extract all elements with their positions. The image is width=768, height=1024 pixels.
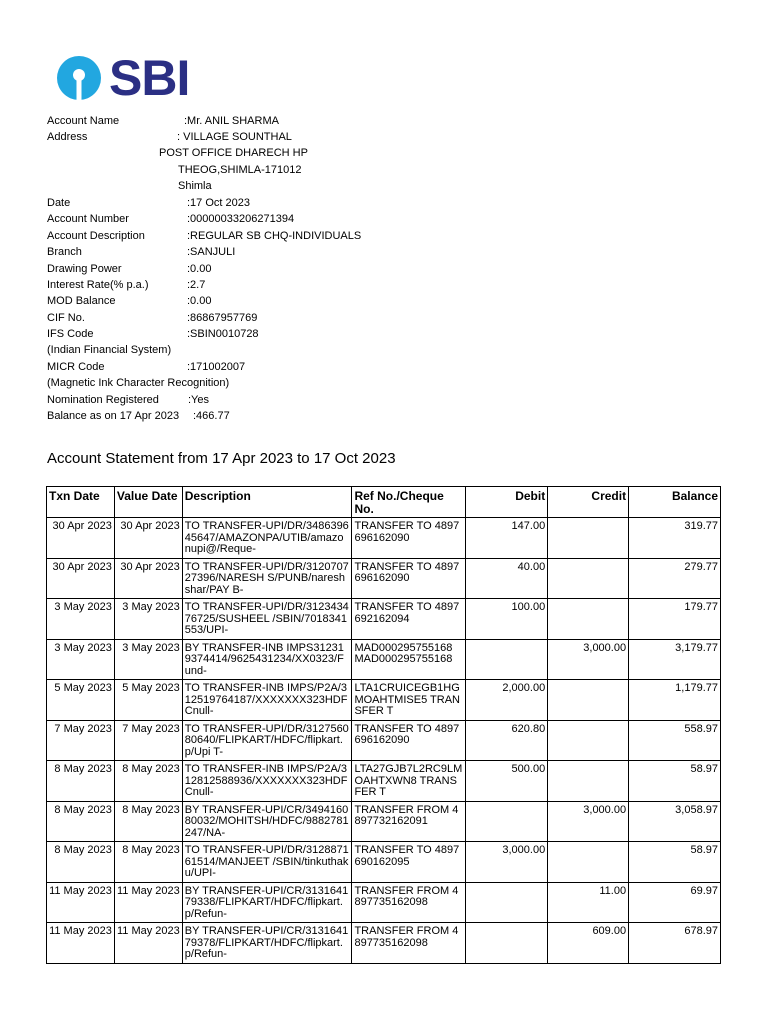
sbi-logo-text: SBI <box>109 50 190 106</box>
cell-credit <box>548 639 629 680</box>
cell-text: 609.00 <box>592 926 627 937</box>
cell-text: 558.97 <box>684 723 718 735</box>
cell-value-date <box>114 639 182 680</box>
cell-description <box>182 599 352 640</box>
account-info-label: MOD Balance <box>47 295 116 307</box>
account-info-value: :Mr. ANIL SHARMA <box>184 115 279 127</box>
account-info-value: :SBIN0010728 <box>187 328 259 340</box>
table-row <box>47 639 721 680</box>
account-info-value: :466.77 <box>193 410 230 422</box>
cell-text: TO TRANSFER-UPI/DR/348639645647/AMAZONPA/UTIB/amazonupi@/Reque- <box>184 521 349 555</box>
cell-value-date <box>114 923 182 964</box>
cell-value-date <box>114 720 182 761</box>
cell-description <box>182 720 352 761</box>
cell-credit <box>548 720 629 761</box>
account-info-value: :Yes <box>188 394 210 406</box>
cell-text: 5 May 2023 <box>54 683 112 694</box>
table-row <box>47 842 721 883</box>
table-row <box>47 761 721 802</box>
cell-text: 3 May 2023 <box>122 602 180 613</box>
account-info-label: Branch <box>47 246 82 258</box>
cell-text: 11 May 2023 <box>116 885 180 897</box>
cell-text: 7 May 2023 <box>54 723 112 735</box>
cell-credit <box>548 801 629 842</box>
cell-text: 7 May 2023 <box>122 723 180 735</box>
cell-txn-date <box>47 680 115 721</box>
cell-txn-date <box>47 761 115 802</box>
cell-text: 8 May 2023 <box>54 804 112 816</box>
cell-balance <box>629 882 721 923</box>
account-info-label: Address <box>47 131 88 143</box>
account-info-value: :2.7 <box>187 279 206 291</box>
cell-text: 8 May 2023 <box>122 764 180 775</box>
account-info-label: IFS Code <box>47 328 94 340</box>
account-info-value: Shimla <box>178 180 212 192</box>
cell-value-date <box>114 599 182 640</box>
cell-ref-no <box>352 599 466 640</box>
cell-ref-no <box>352 720 466 761</box>
cell-text: 3,000.00 <box>583 804 627 816</box>
cell-text: 3,000.00 <box>502 845 546 856</box>
cell-debit <box>466 518 548 559</box>
cell-balance <box>629 680 721 721</box>
cell-text: 8 May 2023 <box>122 804 180 816</box>
column-header-balance: Balance <box>629 487 721 518</box>
cell-ref-no <box>352 801 466 842</box>
cell-text: TO TRANSFER-INB IMPS/P2A/312812588936/XXXXXXX323HDFCnull- <box>184 764 348 798</box>
cell-balance <box>629 720 721 761</box>
cell-debit <box>466 680 548 721</box>
cell-text: TRANSFER TO 4897692162094 <box>354 602 460 625</box>
cell-text: 1,179.77 <box>675 683 718 694</box>
cell-value-date <box>114 882 182 923</box>
cell-value-date <box>114 558 182 599</box>
cell-text: 11.00 <box>599 885 627 897</box>
cell-credit <box>548 558 629 599</box>
cell-text: TRANSFER FROM 4897732162091 <box>354 804 459 827</box>
transactions-table <box>46 486 721 964</box>
account-info-value: :0.00 <box>187 295 212 307</box>
cell-debit <box>466 801 548 842</box>
cell-description <box>182 558 352 599</box>
table-row <box>47 801 721 842</box>
cell-txn-date <box>47 923 115 964</box>
cell-text: 3,058.97 <box>675 804 718 816</box>
cell-text: 147.00 <box>511 521 546 532</box>
cell-text: TO TRANSFER-UPI/DR/312756080640/FLIPKART/HDFC/flipkart.p/Upi T- <box>184 723 349 758</box>
cell-text: TRANSFER TO 4897696162090 <box>354 561 460 584</box>
account-info-value: : VILLAGE SOUNTHAL <box>177 131 292 143</box>
cell-text: LTA27GJB7L2RC9LMOAHTXWN8 TRANSFER T <box>354 764 463 798</box>
account-info-label: (Indian Financial System) <box>47 344 172 356</box>
account-info-label: Date <box>47 197 71 209</box>
account-info-value: THEOG,SHIMLA-171012 <box>178 164 302 176</box>
cell-text: 179.77 <box>684 602 718 613</box>
table-row <box>47 923 721 964</box>
cell-ref-no <box>352 842 466 883</box>
account-info-label: Account Name <box>47 115 120 127</box>
cell-text: 3,000.00 <box>583 642 627 654</box>
cell-text: TO TRANSFER-INB IMPS/P2A/312519764187/XXXXXXX323HDFCnull- <box>184 683 348 717</box>
cell-ref-no <box>352 923 466 964</box>
statement-title: Account Statement from 17 Apr 2023 to 17 Oct 2023 <box>47 450 396 467</box>
cell-balance <box>629 761 721 802</box>
account-info-value: :86867957769 <box>187 312 258 324</box>
sbi-logo <box>55 52 189 104</box>
cell-credit <box>548 882 629 923</box>
cell-txn-date <box>47 801 115 842</box>
cell-text: 11 May 2023 <box>116 926 180 937</box>
cell-value-date <box>114 680 182 721</box>
table-body <box>47 518 721 964</box>
account-info-label: Account Description <box>47 230 145 242</box>
cell-text: TRANSFER TO 4897690162095 <box>354 845 460 868</box>
cell-ref-no <box>352 518 466 559</box>
account-info-value: :171002007 <box>187 361 246 373</box>
cell-text: BY TRANSFER-UPI/CR/313164179378/FLIPKART/HDFC/flipkart.p/Refun- <box>184 926 349 960</box>
cell-credit <box>548 842 629 883</box>
cell-ref-no <box>352 680 466 721</box>
cell-text: 2,000.00 <box>502 683 546 694</box>
cell-text: TRANSFER FROM 4897735162098 <box>354 885 459 908</box>
cell-text: 11 May 2023 <box>49 885 112 897</box>
column-header-debit: Debit <box>466 487 548 518</box>
cell-text: BY TRANSFER-UPI/CR/313164179338/FLIPKART/HDFC/flipkart.p/Refun- <box>184 885 349 920</box>
account-info-value: :SANJULI <box>187 246 236 258</box>
cell-balance <box>629 599 721 640</box>
cell-description <box>182 842 352 883</box>
cell-description <box>182 518 352 559</box>
cell-balance <box>629 801 721 842</box>
cell-text: 620.80 <box>511 723 546 735</box>
cell-txn-date <box>47 882 115 923</box>
cell-text: 8 May 2023 <box>54 764 112 775</box>
column-header-value-date: Value Date <box>114 487 182 518</box>
cell-value-date <box>114 801 182 842</box>
cell-text: 319.77 <box>684 521 718 532</box>
cell-text: 58.97 <box>690 764 718 775</box>
cell-text: 279.77 <box>684 561 718 573</box>
cell-text: 30 Apr 2023 <box>52 521 112 532</box>
account-info-label: Account Number <box>47 213 129 225</box>
cell-credit <box>548 599 629 640</box>
cell-txn-date <box>47 599 115 640</box>
cell-debit <box>466 639 548 680</box>
cell-text: 3,179.77 <box>675 642 718 654</box>
cell-text: 58.97 <box>690 845 718 856</box>
table-row <box>47 720 721 761</box>
column-header-ref-no: Ref No./Cheque No. <box>352 487 466 518</box>
cell-txn-date <box>47 842 115 883</box>
account-info-label: Balance as on 17 Apr 2023 <box>47 410 180 422</box>
cell-credit <box>548 680 629 721</box>
cell-debit <box>466 720 548 761</box>
cell-text: 3 May 2023 <box>54 602 112 613</box>
column-header-credit: Credit <box>548 487 629 518</box>
cell-value-date <box>114 842 182 883</box>
cell-credit <box>548 761 629 802</box>
cell-description <box>182 639 352 680</box>
cell-debit <box>466 842 548 883</box>
table-row <box>47 558 721 599</box>
table-row <box>47 882 721 923</box>
cell-text: TO TRANSFER-UPI/DR/312887161514/MANJEET /SBIN/tinkuthaku/UPI- <box>184 845 349 879</box>
cell-ref-no <box>352 558 466 599</box>
cell-text: 3 May 2023 <box>54 642 112 654</box>
account-info-label: MICR Code <box>47 361 105 373</box>
cell-description <box>182 680 352 721</box>
cell-debit <box>466 558 548 599</box>
cell-text: BY TRANSFER-UPI/CR/349416080032/MOHITSH/HDFC/9882781247/NA- <box>184 804 349 839</box>
account-info-value: :0.00 <box>187 263 212 275</box>
cell-text: TO TRANSFER-UPI/DR/312070727396/NARESH S/PUNB/nareshshar/PAY B- <box>184 561 349 596</box>
cell-text: 40.00 <box>517 561 546 573</box>
cell-text: 69.97 <box>690 885 718 897</box>
cell-description <box>182 801 352 842</box>
account-info-label: Nomination Registered <box>47 394 159 406</box>
cell-debit <box>466 761 548 802</box>
cell-text: 8 May 2023 <box>122 845 180 856</box>
cell-text: 30 Apr 2023 <box>120 561 180 573</box>
account-info-value: :17 Oct 2023 <box>187 197 250 209</box>
cell-ref-no <box>352 761 466 802</box>
account-info-value: POST OFFICE DHARECH HP <box>159 147 308 159</box>
cell-text: 678.97 <box>684 926 718 937</box>
table-header-row <box>47 487 721 518</box>
cell-text: 30 Apr 2023 <box>120 521 180 532</box>
cell-text: 500.00 <box>511 764 546 775</box>
cell-balance <box>629 923 721 964</box>
table-row <box>47 599 721 640</box>
cell-balance <box>629 518 721 559</box>
cell-description <box>182 761 352 802</box>
account-info-label: Interest Rate(% p.a.) <box>47 279 149 291</box>
cell-credit <box>548 923 629 964</box>
account-info-label: CIF No. <box>47 312 85 324</box>
cell-debit <box>466 599 548 640</box>
cell-ref-no <box>352 639 466 680</box>
cell-text: BY TRANSFER-INB IMPS312319374414/9625431234/XX0323/Fund- <box>184 642 344 677</box>
column-header-description: Description <box>182 487 352 518</box>
cell-balance <box>629 842 721 883</box>
cell-text: 3 May 2023 <box>122 642 180 654</box>
cell-ref-no <box>352 882 466 923</box>
cell-text: 11 May 2023 <box>49 926 112 937</box>
account-info-label: Drawing Power <box>47 263 122 275</box>
cell-text: 5 May 2023 <box>122 683 180 694</box>
sbi-keyhole-icon <box>55 54 103 102</box>
cell-description <box>182 882 352 923</box>
cell-value-date <box>114 518 182 559</box>
cell-balance <box>629 639 721 680</box>
account-info-label: (Magnetic Ink Character Recognition) <box>47 377 230 389</box>
cell-text: LTA1CRUICEGB1HGMOAHTMISE5 TRANSFER T <box>354 683 460 717</box>
cell-credit <box>548 518 629 559</box>
table-row <box>47 518 721 559</box>
cell-debit <box>466 882 548 923</box>
account-info-value: :REGULAR SB CHQ-INDIVIDUALS <box>187 230 362 242</box>
cell-text: TRANSFER TO 4897696162090 <box>354 521 460 544</box>
cell-text: 100.00 <box>511 602 546 613</box>
cell-txn-date <box>47 720 115 761</box>
cell-value-date <box>114 761 182 802</box>
cell-description <box>182 923 352 964</box>
cell-text: 8 May 2023 <box>54 845 112 856</box>
cell-text: TRANSFER TO 4897696162090 <box>354 723 460 746</box>
cell-text: MAD000295755168 MAD000295755168 <box>354 642 453 665</box>
cell-txn-date <box>47 518 115 559</box>
cell-debit <box>466 923 548 964</box>
cell-text: TO TRANSFER-UPI/DR/312343476725/SUSHEEL /SBIN/7018341553/UPI- <box>184 602 349 636</box>
table-row <box>47 680 721 721</box>
cell-txn-date <box>47 639 115 680</box>
cell-txn-date <box>47 558 115 599</box>
cell-text: TRANSFER FROM 4897735162098 <box>354 926 459 949</box>
account-info-value: :00000033206271394 <box>187 213 295 225</box>
column-header-txn-date: Txn Date <box>47 487 115 518</box>
cell-balance <box>629 558 721 599</box>
cell-text: 30 Apr 2023 <box>52 561 112 573</box>
